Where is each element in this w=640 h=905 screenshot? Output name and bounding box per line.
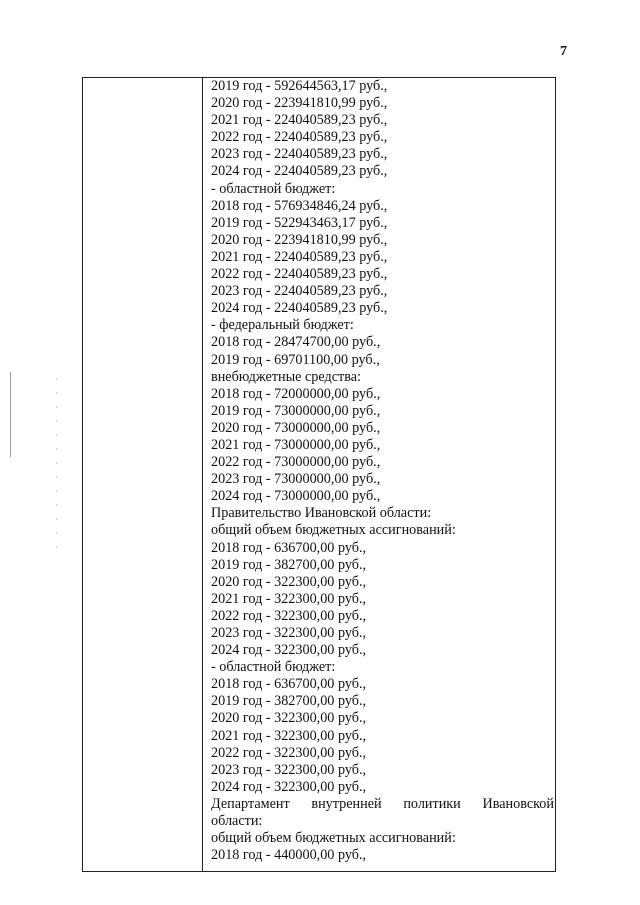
text-line: 2019 год - 73000000,00 руб., [211,402,381,419]
text-line: внебюджетные средства: [211,368,361,385]
department-word: внутренней [311,795,382,812]
text-line: - областной бюджет: [211,659,336,676]
text-line: общий объем бюджетных ассигнований: [211,830,456,847]
department-word: Ивановской [482,795,554,812]
text-line: 2020 год - 322300,00 руб., [211,710,367,727]
text-line: 2019 год - 592644563,17 руб., [211,78,388,94]
text-line: 2022 год - 322300,00 руб., [211,607,367,624]
scan-artifact-dots [56,378,57,558]
text-line: - областной бюджет: [211,180,336,197]
text-line: 2023 год - 224040589,23 руб., [211,283,388,300]
text-line: общий объем бюджетных ассигнований: [211,522,456,539]
text-line: 2022 год - 224040589,23 руб., [211,266,388,283]
text-line: 2018 год - 440000,00 руб., [211,847,367,864]
text-line: 2024 год - 322300,00 руб., [211,778,367,795]
text-line: - федеральный бюджет: [211,317,354,334]
text-line: 2018 год - 72000000,00 руб., [211,385,381,402]
table-left-column [83,78,203,871]
text-line: 2021 год - 224040589,23 руб., [211,112,388,129]
department-word: политики [403,795,461,812]
text-line: 2019 год - 69701100,00 руб., [211,351,380,368]
funding-table [82,77,556,872]
text-line: 2019 год - 522943463,17 руб., [211,214,388,231]
text-line: 2019 год - 382700,00 руб., [211,693,367,710]
text-line: 2024 год - 224040589,23 руб., [211,300,388,317]
text-line: 2022 год - 73000000,00 руб., [211,454,381,471]
text-line: 2018 год - 636700,00 руб., [211,676,367,693]
text-line: 2022 год - 322300,00 руб., [211,744,367,761]
text-line: 2020 год - 73000000,00 руб., [211,419,381,436]
department-word: Департамент [211,795,290,812]
text-line: Правительство Ивановской области: [211,505,432,522]
text-line: 2021 год - 322300,00 руб., [211,590,367,607]
text-line: 2023 год - 322300,00 руб., [211,761,367,778]
text-line: 2021 год - 322300,00 руб., [211,727,367,744]
text-line: 2021 год - 73000000,00 руб., [211,436,381,453]
text-line: 2020 год - 223941810,99 руб., [211,231,388,248]
scan-artifact-line [10,372,11,457]
text-line: 2021 год - 224040589,23 руб., [211,248,388,265]
text-line: 2023 год - 322300,00 руб., [211,625,367,641]
text-line: 2023 год - 73000000,00 руб., [211,471,381,488]
text-line: 2018 год - 636700,00 руб., [211,539,367,556]
text-line: 2020 год - 322300,00 руб., [211,573,367,590]
page-number: 7 [560,44,567,59]
department-line [211,796,556,813]
text-line: 2024 год - 322300,00 руб., [211,642,367,659]
text-line: 2024 год - 224040589,23 руб., [211,163,388,180]
text-line: 2018 год - 28474700,00 руб., [211,334,381,351]
text-line: области: [211,813,263,830]
text-line: 2018 год - 576934846,24 руб., [211,197,388,214]
text-line: 2023 год - 224040589,23 руб., [211,146,388,163]
funding-lines [211,78,556,864]
table-right-column [211,78,556,871]
text-line: 2019 год - 382700,00 руб., [211,556,367,573]
text-line: 2022 год - 224040589,23 руб., [211,129,388,146]
text-line: 2024 год - 73000000,00 руб., [211,488,381,505]
text-line: 2020 год - 223941810,99 руб., [211,95,388,112]
